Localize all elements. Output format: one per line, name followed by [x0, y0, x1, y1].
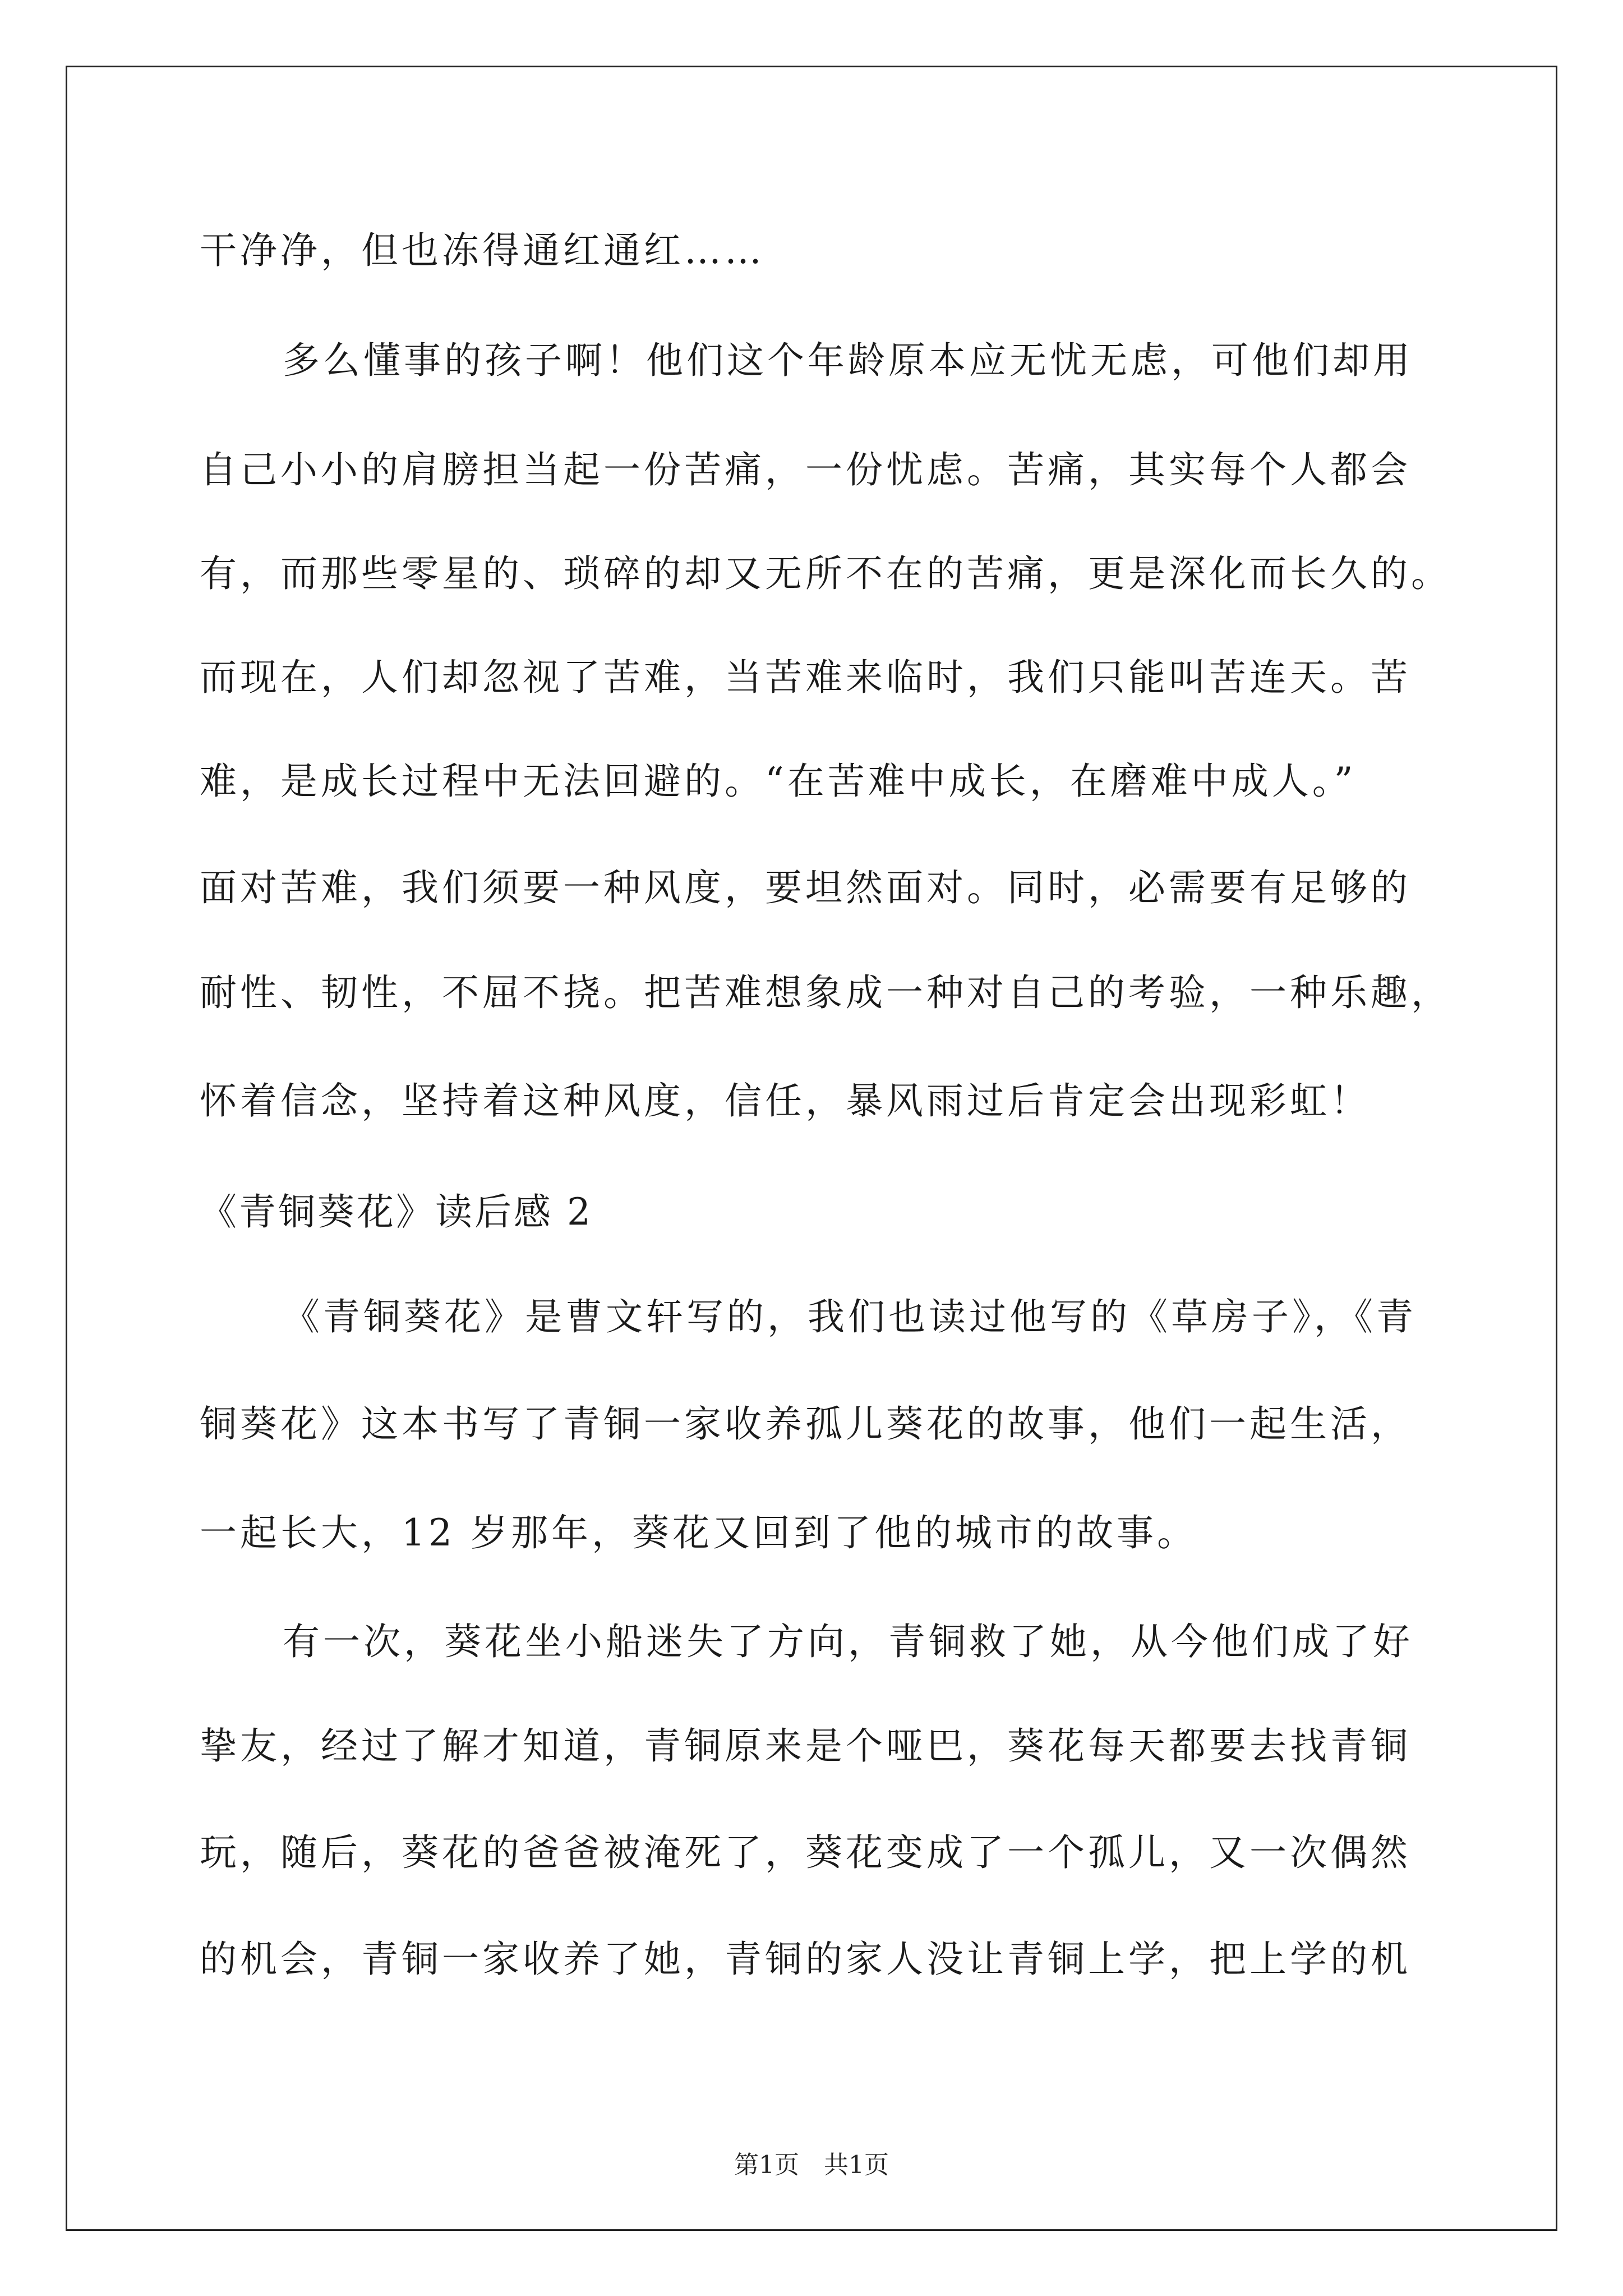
- text-line: 难，是成长过程中无法回避的。“在苦难中成长，在磨难中成人。”: [200, 760, 1357, 803]
- text-line: 干净净，但也冻得通红通红……: [200, 229, 765, 272]
- text-line: 铜葵花》这本书写了青铜一家收养孤儿葵花的故事，他们一起生活，: [200, 1402, 1411, 1446]
- text-line: 耐性、韧性，不屈不挠。把苦难想象成一种对自己的考验，一种乐趣，: [200, 971, 1451, 1014]
- text-line: 有，而那些零星的、琐碎的却又无所不在的苦痛，更是深化而长久的。: [200, 552, 1451, 595]
- paragraph-start-line: 《青铜葵花》是曹文轩写的，我们也读过他写的《草房子》，《青: [283, 1295, 1417, 1338]
- text-line: 的机会，青铜一家收养了她，青铜的家人没让青铜上学，把上学的机: [200, 1938, 1411, 1981]
- text-line: 自己小小的肩膀担当起一份苦痛，一份忧虑。苦痛，其实每个人都会: [200, 448, 1411, 491]
- paragraph-start-line: 有一次，葵花坐小船迷失了方向，青铜救了她，从今他们成了好: [283, 1620, 1413, 1663]
- text-line: 挚友，经过了解才知道，青铜原来是个哑巴，葵花每天都要去找青铜: [200, 1724, 1411, 1768]
- section-heading: 《青铜葵花》读后感 2: [200, 1190, 593, 1234]
- page-footer: 第1页 共1页: [734, 2151, 889, 2179]
- paragraph-start-line: 多么懂事的孩子啊！他们这个年龄原本应无忧无虑，可他们却用: [283, 339, 1413, 382]
- text-line: 怀着信念，坚持着这种风度，信任，暴风雨过后肯定会出现彩虹！: [200, 1079, 1371, 1122]
- text-line: 玩，随后，葵花的爸爸被淹死了，葵花变成了一个孤儿，又一次偶然: [200, 1831, 1411, 1874]
- text-line: 一起长大，12 岁那年，葵花又回到了他的城市的故事。: [200, 1511, 1197, 1554]
- text-line: 而现在，人们却忽视了苦难，当苦难来临时，我们只能叫苦连天。苦: [200, 656, 1411, 699]
- text-line: 面对苦难，我们须要一种风度，要坦然面对。同时，必需要有足够的: [200, 866, 1411, 909]
- page-border: [66, 66, 1557, 2231]
